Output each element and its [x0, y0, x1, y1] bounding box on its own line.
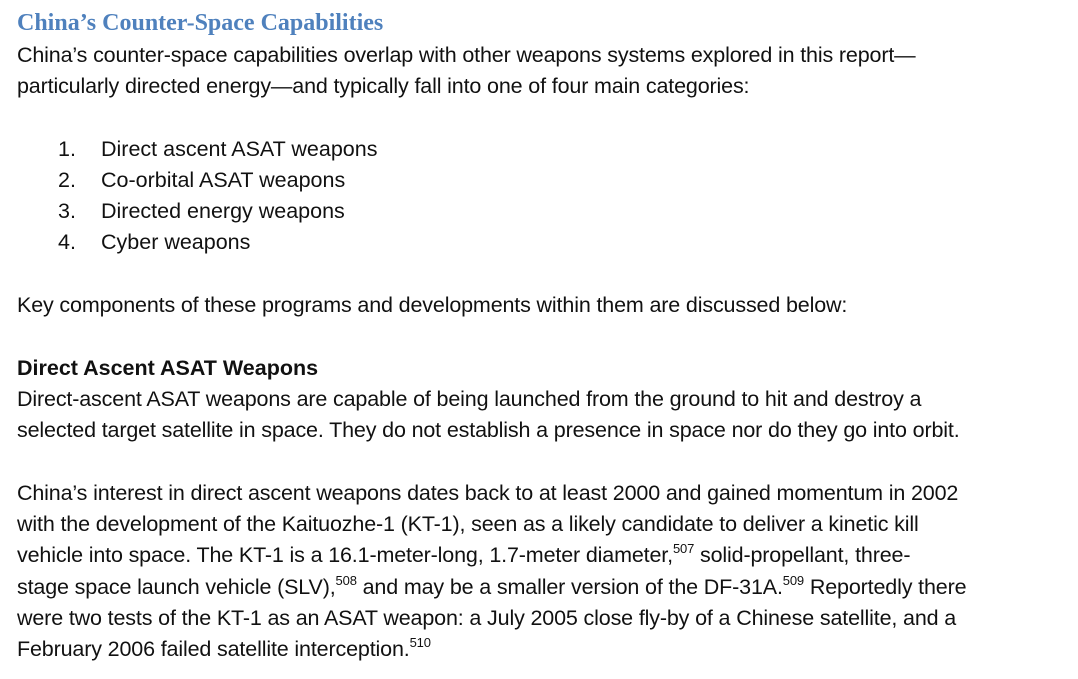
list-label: Direct ascent ASAT weapons: [101, 136, 378, 161]
footnote-ref-507[interactable]: 507: [672, 541, 695, 557]
list-number: 2.: [58, 167, 76, 192]
history-line-4a: stage space launch vehicle (SLV),: [17, 574, 336, 599]
history-line-5: were two tests of the KT-1 as an ASAT weapon: a July 2005 close fly-by of a Chinese satellite, and a: [17, 606, 957, 631]
footnote-ref-508[interactable]: 508: [335, 572, 357, 588]
footnote-ref-509[interactable]: 509: [782, 572, 805, 588]
key-components-paragraph: Key components of these programs and developments within them are discussed below:: [17, 293, 848, 318]
list-number: 4.: [58, 230, 76, 255]
spacer: [17, 321, 1072, 352]
history-line-4c: Reportedly there: [804, 574, 967, 599]
intro-line-1: China’s counter-space capabilities overlap with other weapons systems explored in this report—: [17, 43, 916, 67]
list-item: [17, 227, 1072, 258]
direct-ascent-paragraph: [17, 384, 1072, 447]
direct-ascent-line-2: selected target satellite in space. They do not establish a presence in space nor do they go into orbit.: [17, 418, 960, 443]
history-line-3b: solid-propellant, three-: [694, 543, 911, 568]
list-label: Cyber weapons: [101, 230, 251, 255]
section-title: China’s Counter-Space Capabilities: [17, 10, 384, 36]
list-item: [17, 196, 1072, 227]
footnote-ref-510[interactable]: 510: [409, 635, 431, 651]
history-line-2: with the development of the Kaituozhe-1 (KT-1), seen as a likely candidate to deliver a kinetic kill: [17, 512, 919, 537]
subsection-heading: Direct Ascent ASAT Weapons: [17, 355, 319, 380]
document-page: [17, 8, 1072, 666]
spacer: [17, 259, 1072, 290]
history-line-6a: February 2006 failed satellite interception.: [17, 637, 410, 662]
list-label: Co-orbital ASAT weapons: [101, 167, 346, 192]
intro-paragraph: [17, 40, 1072, 103]
intro-line-2: particularly directed energy—and typically fall into one of four main categories:: [17, 74, 750, 99]
history-line-3a: vehicle into space. The KT-1 is a 16.1-meter-long, 1.7-meter diameter,: [17, 543, 673, 568]
list-item: [17, 134, 1072, 165]
history-paragraph: [17, 478, 1072, 666]
history-line-4b: and may be a smaller version of the DF-31A.: [356, 574, 783, 599]
direct-ascent-line-1: Direct-ascent ASAT weapons are capable of being launched from the ground to hit and destroy a: [17, 386, 922, 411]
list-number: 3.: [58, 199, 76, 224]
list-label: Directed energy weapons: [101, 199, 345, 224]
history-line-1: China’s interest in direct ascent weapons dates back to at least 2000 and gained momentum in 2002: [17, 480, 959, 505]
list-item: [17, 165, 1072, 196]
categories-list: [17, 134, 1072, 259]
spacer: [17, 447, 1072, 478]
list-number: 1.: [58, 136, 76, 161]
